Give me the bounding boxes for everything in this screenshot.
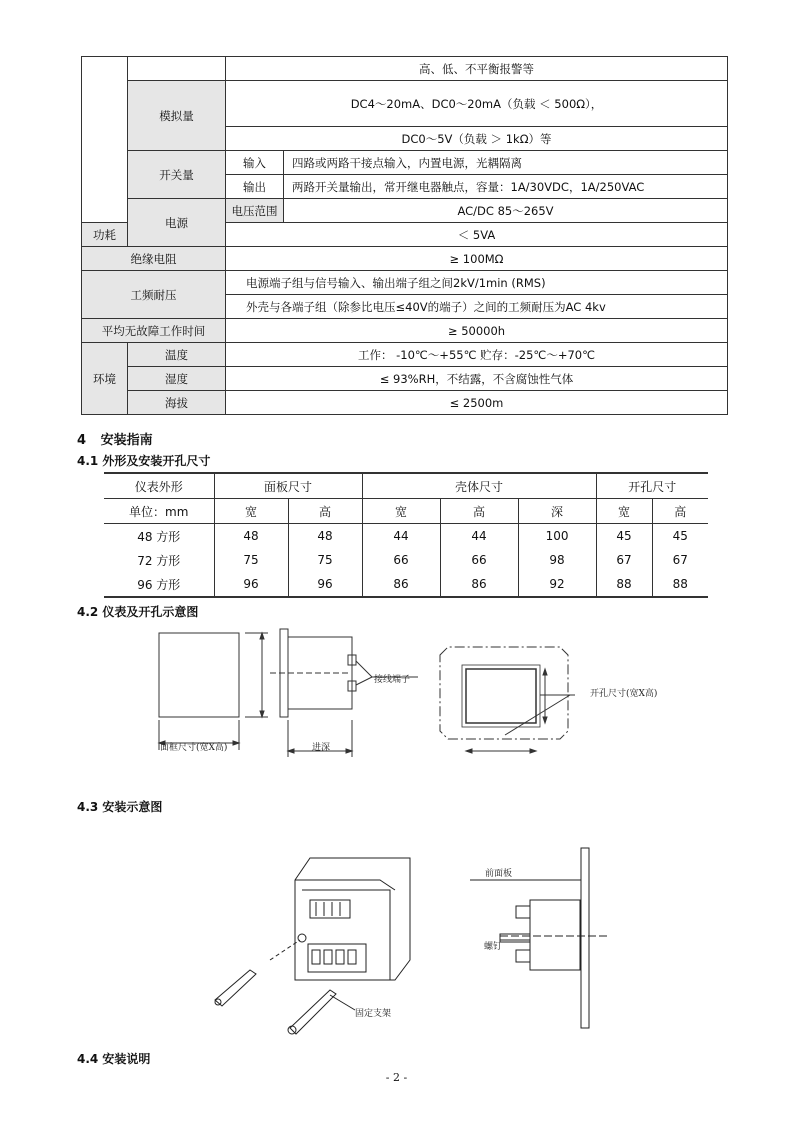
altitude-value: ≤ 2500m [226, 391, 728, 415]
power-label: 电源 [128, 199, 226, 247]
insulation-label: 绝缘电阻 [82, 247, 226, 271]
table-cell: 96 [288, 572, 362, 597]
bracket-label: 固定支架 [355, 1009, 392, 1019]
table-cell: 45 [596, 524, 652, 549]
table-cell: 48 方形 [137, 529, 181, 544]
front-frame [159, 633, 239, 717]
table-cell: 75 [288, 548, 362, 572]
col-height: 高 [440, 499, 518, 524]
voltage-label: 电压范围 [226, 199, 284, 223]
mtbf-label: 平均无故障工作时间 [82, 319, 226, 343]
alarm-value: 高、低、不平衡报警等 [226, 57, 728, 81]
table-cell: 98 [518, 548, 596, 572]
table-row [104, 548, 708, 572]
table-cell: 88 [596, 572, 652, 597]
spec-table [81, 56, 728, 415]
insulation-value: ≥ 100MΩ [226, 247, 728, 271]
spec-cell-empty [128, 57, 226, 81]
hole-size-label: 开孔尺寸(宽X高) [590, 689, 658, 699]
header-panel: 面板尺寸 [214, 473, 362, 499]
table-cell: 45 [652, 524, 708, 549]
table-cell: 44 [440, 524, 518, 549]
col-width: 宽 [362, 499, 440, 524]
table-cell: 67 [596, 548, 652, 572]
col-width: 宽 [596, 499, 652, 524]
table-cell: 66 [440, 548, 518, 572]
frame-size-label: 面框尺寸(宽X高) [160, 743, 228, 753]
front-panel-label: 前面板 [485, 869, 513, 879]
table-cell: 100 [518, 524, 596, 549]
depth-label: 进深 [312, 743, 331, 753]
withstand-label: 工频耐压 [82, 271, 226, 319]
input-value: 四路或两路干接点输入，内置电源，光耦隔离 [284, 151, 728, 175]
installation-diagram [200, 840, 630, 1040]
section-4-2-title: 4.2 仪表及开孔示意图 [77, 605, 199, 619]
section-4-4-title: 4.4 安装说明 [77, 1052, 151, 1066]
header-hole: 开孔尺寸 [596, 473, 708, 499]
dimension-table [104, 472, 708, 598]
section-4-number: 4 [77, 433, 87, 448]
header-shell: 壳体尺寸 [362, 473, 596, 499]
analog-line2: DC0～5V（负载 ＞ 1kΩ）等 [226, 127, 728, 151]
temp-value: 工作： -10℃～+55℃ 贮存：-25℃～+70℃ [226, 343, 728, 367]
output-value: 两路开关量输出，常开继电器触点，容量：1A/30VDC，1A/250VAC [284, 175, 728, 199]
analog-line1: DC4～20mA、DC0～20mA（负载 ＜ 500Ω）， [226, 81, 728, 127]
withstand-line2: 外壳与各端子组（除参比电压≤40V的端子）之间的工频耐压为AC 4kv [226, 295, 728, 319]
table-cell: 48 [288, 524, 362, 549]
section-4-title: 安装指南 [100, 433, 153, 448]
table-cell: 48 [214, 524, 288, 549]
spec-cell-empty [82, 57, 128, 223]
screw-label: 螺钉 [484, 942, 503, 952]
section-4-heading [77, 429, 153, 448]
page-number: - 2 - [385, 1071, 408, 1084]
analog-label: 模拟量 [128, 81, 226, 151]
col-height: 高 [288, 499, 362, 524]
humidity-value: ≤ 93%RH，不结露，不含腐蚀性气体 [226, 367, 728, 391]
table-cell: 75 [214, 548, 288, 572]
input-label: 输入 [226, 151, 284, 175]
table-cell: 86 [362, 572, 440, 597]
mtbf-value: ≥ 50000h [226, 319, 728, 343]
output-label: 输出 [226, 175, 284, 199]
header-model: 仪表外形 [104, 473, 214, 499]
table-cell: 96 方形 [104, 572, 214, 597]
table-cell: 96 [214, 572, 288, 597]
voltage-value: AC/DC 85～265V [284, 199, 728, 223]
consumption-value: ＜ 5VA [226, 223, 728, 247]
altitude-label: 海拔 [128, 391, 226, 415]
withstand-line1: 电源端子组与信号输入、输出端子组之间2kV/1min (RMS) [226, 271, 728, 295]
table-cell: 66 [362, 548, 440, 572]
consumption-label: 功耗 [82, 223, 128, 247]
section-4-1-title: 4.1 外形及安装开孔尺寸 [77, 454, 211, 468]
table-row [104, 572, 708, 597]
table-cell: 72 方形 [137, 553, 181, 568]
col-depth: 深 [518, 499, 596, 524]
col-height: 高 [652, 499, 708, 524]
table-cell: 92 [518, 572, 596, 597]
table-cell: 86 [440, 572, 518, 597]
table-cell: 67 [652, 548, 708, 572]
section-4-3-title: 4.3 安装示意图 [77, 800, 163, 814]
temp-label: 温度 [128, 343, 226, 367]
table-cell: 44 [362, 524, 440, 549]
humidity-label: 湿度 [128, 367, 226, 391]
unit-label: 单位：mm [104, 499, 214, 524]
switch-label: 开关量 [128, 151, 226, 199]
col-width: 宽 [214, 499, 288, 524]
table-cell: 88 [652, 572, 708, 597]
env-label: 环境 [82, 343, 128, 415]
terminal-label: 接线端子 [374, 675, 411, 685]
table-row [104, 524, 708, 549]
